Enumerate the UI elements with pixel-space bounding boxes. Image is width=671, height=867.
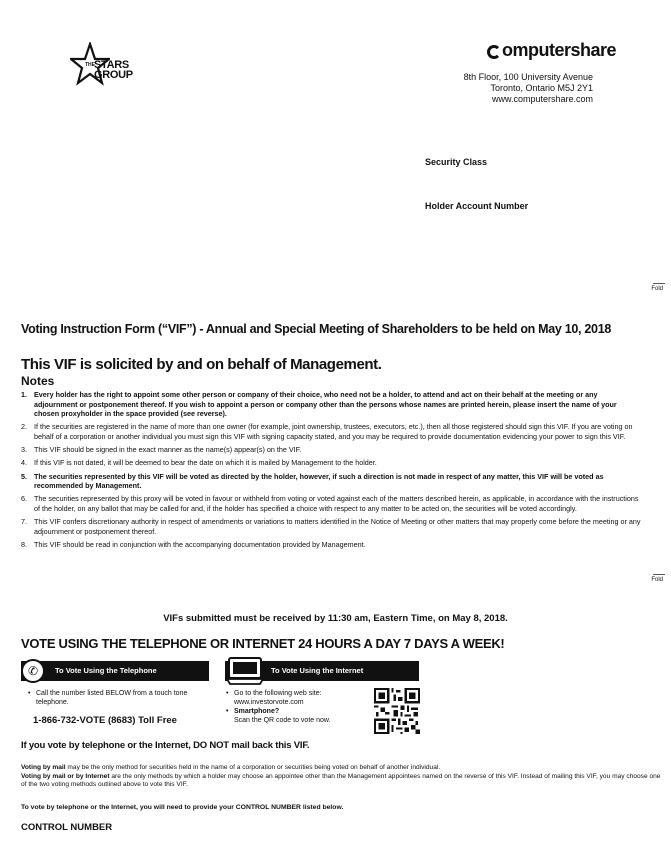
note-item: 5. The securities represented by this VIF will be voted as directed by the holder, however, if such a direction is not made in respect of any matter, this VIF will be voted as recommended by Management. <box>21 471 604 491</box>
phone-instructions: • Call the number listed BELOW from a touch tone telephone. <box>28 689 218 707</box>
form-title: Voting Instruction Form (“VIF”) - Annual and Special Meeting of Shareholders to be held on May 10, 2018 <box>21 322 612 336</box>
stars-group-logo <box>70 42 133 90</box>
computer-icon <box>226 657 264 685</box>
qr-code-icon[interactable] <box>374 688 420 734</box>
security-class-label: Security Class <box>425 157 488 167</box>
note-item: 2. If the securities are registered in the name of more than one owner (for example, joint ownership, trustees, executors, etc.), then all those registered should sign this VIF. If you are voting on behalf of a corporation or another individual you must sign this VIF with signing capacity stated, and you may be required to provide documentation evidencing your power to sign this VIF. <box>21 422 633 441</box>
voting-fine-print: Voting by mail may be the only method for securities held in the name of a corporation or securities being voted on behalf of another individual. Voting by mail or by Internet are the only methods by which a holder may choose an appointee other than the Management appointees named on the reverse of this VIF. Instead of mailing this VIF, you may choose one of the two voting methods outlined above to vote this VIF. <box>21 764 661 789</box>
fold-line <box>653 283 665 284</box>
fold-label: Fold <box>651 577 663 583</box>
fold-label: Fold <box>651 286 663 292</box>
note-item: 1. Every holder has the right to appoint some other person or company of their choice, who need not be a holder, to attend and act on their behalf at the meeting or any adjournment or postponement thereof. If you wish to appoint a person or company other than the persons whose names are printed herein, please insert the name of your chosen proxyholder in the space provided (see reverse). <box>21 390 617 419</box>
note-item: 3. This VIF should be signed in the exact manner as the name(s) appear(s) on the VIF. <box>21 445 302 455</box>
internet-vote-bar: To Vote Using the Internet <box>225 661 419 681</box>
note-item: 8. This VIF should be read in conjunction with the accompanying documentation provided by Management. <box>21 539 366 549</box>
control-number-note: To vote by telephone or the Internet, you will need to provide your CONTROL NUMBER listed below. <box>21 804 344 811</box>
computershare-logo: omputershare <box>487 40 616 61</box>
computershare-url: www.computershare.com <box>491 94 593 104</box>
fold-line <box>653 574 665 575</box>
toll-free-number[interactable]: 1-866-732-VOTE (8683) Toll Free <box>33 715 177 726</box>
do-not-mail-notice: If you vote by telephone or the Internet, DO NOT mail back this VIF. <box>21 740 310 751</box>
phone-vote-bar: To Vote Using the Telephone <box>21 661 209 681</box>
vote-heading: VOTE USING THE TELEPHONE OR INTERNET 24 HOURS A DAY 7 DAYS A WEEK! <box>21 636 505 651</box>
computershare-address: 8th Floor, 100 University Avenue Toronto, Ontario M5J 2Y1 www.computershare.com <box>463 72 593 104</box>
phone-icon: ✆ <box>21 659 45 683</box>
investorvote-link[interactable]: www.investorvote.com <box>234 699 304 706</box>
logo-wordmark: STARS GROUP <box>94 59 133 81</box>
note-item: 4. If this VIF is not dated, it will be deemed to bear the date on which it is mailed by Management to the holder. <box>21 458 377 468</box>
notes-list <box>21 390 641 553</box>
form-subtitle: This VIF is solicited by and on behalf of Management. <box>21 356 382 373</box>
submission-deadline: VIFs submitted must be received by 11:30 am, Eastern Time, on May 8, 2018. <box>163 613 508 624</box>
note-item: 7. This VIF confers discretionary authority in respect of amendments or variations to matters identified in the Notice of Meeting or other matters that may properly come before the meeting or any adjournment or postponement thereof. <box>21 517 641 536</box>
control-number-label: CONTROL NUMBER <box>21 822 113 833</box>
internet-instructions: • Go to the following web site: www.investorvote.com • Smartphone? Scan the QR code to vote now. <box>226 689 372 725</box>
notes-heading: Notes <box>21 374 55 388</box>
holder-account-label: Holder Account Number <box>425 201 529 211</box>
note-item: 6. The securities represented by this proxy will be voted in favour or withheld from voting or voted against each of the matters described herein, as applicable, in accordance with the instructions of the holder, on any ballot that may be called for and, if the holder has specified a choice with respect to any matter to be acted on, the securities will be voted accordingly. <box>21 494 639 513</box>
computershare-c-icon <box>487 45 501 59</box>
logo-small-text: THE <box>85 62 95 68</box>
